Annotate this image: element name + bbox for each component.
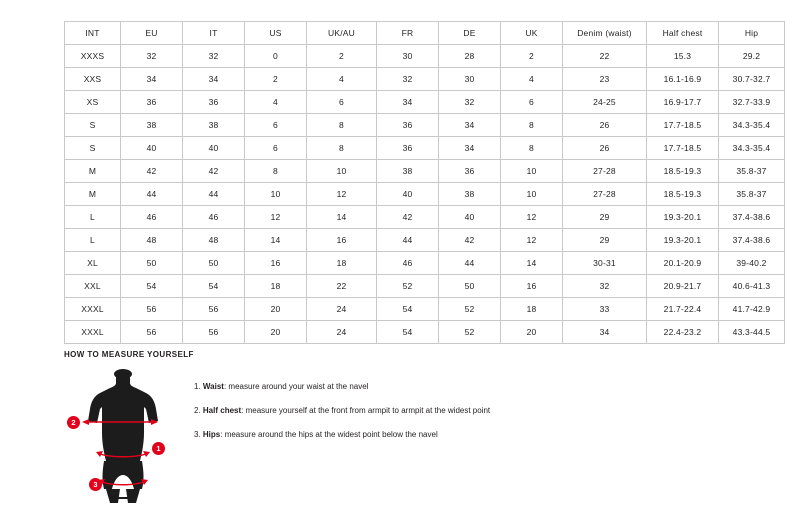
cell: 34 bbox=[563, 321, 647, 344]
cell: 0 bbox=[245, 45, 307, 68]
cell: 14 bbox=[245, 229, 307, 252]
cell: 34 bbox=[121, 68, 183, 91]
cell: 36 bbox=[377, 114, 439, 137]
cell: 4 bbox=[307, 68, 377, 91]
cell: 16 bbox=[307, 229, 377, 252]
cell: 34 bbox=[183, 68, 245, 91]
cell: 56 bbox=[121, 298, 183, 321]
cell: L bbox=[65, 206, 121, 229]
cell: 35.8-37 bbox=[719, 183, 785, 206]
cell: 35.8-37 bbox=[719, 160, 785, 183]
cell: 22 bbox=[307, 275, 377, 298]
cell: 38 bbox=[439, 183, 501, 206]
cell: M bbox=[65, 183, 121, 206]
cell: 2 bbox=[501, 45, 563, 68]
column-header: UK/AU bbox=[307, 22, 377, 45]
cell: 12 bbox=[245, 206, 307, 229]
cell: 26 bbox=[563, 114, 647, 137]
table-row bbox=[65, 68, 785, 91]
cell: 12 bbox=[501, 229, 563, 252]
table-row bbox=[65, 252, 785, 275]
cell: 36 bbox=[121, 91, 183, 114]
column-header: EU bbox=[121, 22, 183, 45]
badge-half-chest: 2 bbox=[67, 416, 80, 429]
note-term: Half chest bbox=[202, 406, 242, 415]
cell: 46 bbox=[377, 252, 439, 275]
cell: S bbox=[65, 114, 121, 137]
cell: 39-40.2 bbox=[719, 252, 785, 275]
cell: 48 bbox=[121, 229, 183, 252]
cell: 19.3-20.1 bbox=[647, 229, 719, 252]
cell: 44 bbox=[121, 183, 183, 206]
cell: 40 bbox=[121, 137, 183, 160]
cell: 52 bbox=[377, 275, 439, 298]
cell: 44 bbox=[377, 229, 439, 252]
column-header: FR bbox=[377, 22, 439, 45]
size-table-container bbox=[64, 21, 771, 344]
cell: 32 bbox=[121, 45, 183, 68]
cell: 48 bbox=[183, 229, 245, 252]
cell: 36 bbox=[377, 137, 439, 160]
cell: 18.5-19.3 bbox=[647, 183, 719, 206]
cell: 20 bbox=[245, 321, 307, 344]
cell: XXXS bbox=[65, 45, 121, 68]
cell: 6 bbox=[501, 91, 563, 114]
table-row bbox=[65, 206, 785, 229]
cell: XXXL bbox=[65, 298, 121, 321]
cell: 33 bbox=[563, 298, 647, 321]
cell: 23 bbox=[563, 68, 647, 91]
cell: 12 bbox=[307, 183, 377, 206]
cell: 37.4-38.6 bbox=[719, 206, 785, 229]
cell: 22.4-23.2 bbox=[647, 321, 719, 344]
cell: XXS bbox=[65, 68, 121, 91]
cell: 27-28 bbox=[563, 160, 647, 183]
cell: 17.7-18.5 bbox=[647, 114, 719, 137]
cell: 18 bbox=[307, 252, 377, 275]
cell: 20 bbox=[245, 298, 307, 321]
table-row bbox=[65, 298, 785, 321]
cell: 10 bbox=[307, 160, 377, 183]
mannequin-illustration bbox=[64, 369, 182, 504]
cell: 29 bbox=[563, 229, 647, 252]
cell: XL bbox=[65, 252, 121, 275]
note-text: : measure around your waist at the navel bbox=[223, 382, 369, 391]
cell: 27-28 bbox=[563, 183, 647, 206]
cell: 12 bbox=[501, 206, 563, 229]
badge-waist: 1 bbox=[152, 442, 165, 455]
size-table-body bbox=[65, 45, 785, 344]
cell: 18.5-19.3 bbox=[647, 160, 719, 183]
cell: 2 bbox=[245, 68, 307, 91]
cell: 26 bbox=[563, 137, 647, 160]
column-header: Hip bbox=[719, 22, 785, 45]
cell: 8 bbox=[307, 137, 377, 160]
cell: 2 bbox=[307, 45, 377, 68]
cell: 20 bbox=[501, 321, 563, 344]
cell: 8 bbox=[307, 114, 377, 137]
column-header: INT bbox=[65, 22, 121, 45]
cell: 16 bbox=[501, 275, 563, 298]
table-row bbox=[65, 275, 785, 298]
cell: 22 bbox=[563, 45, 647, 68]
cell: 52 bbox=[439, 321, 501, 344]
table-row bbox=[65, 137, 785, 160]
table-row bbox=[65, 114, 785, 137]
cell: XS bbox=[65, 91, 121, 114]
cell: 32 bbox=[563, 275, 647, 298]
cell: 21.7-22.4 bbox=[647, 298, 719, 321]
cell: 46 bbox=[183, 206, 245, 229]
measure-notes bbox=[182, 369, 490, 453]
cell: 32 bbox=[439, 91, 501, 114]
mannequin-figure bbox=[64, 369, 182, 504]
cell: 40 bbox=[183, 137, 245, 160]
cell: 8 bbox=[245, 160, 307, 183]
cell: 34.3-35.4 bbox=[719, 137, 785, 160]
table-row bbox=[65, 160, 785, 183]
note-index: 2. bbox=[194, 406, 201, 415]
cell: 54 bbox=[121, 275, 183, 298]
cell: 32 bbox=[183, 45, 245, 68]
cell: 34.3-35.4 bbox=[719, 114, 785, 137]
cell: 19.3-20.1 bbox=[647, 206, 719, 229]
cell: 14 bbox=[307, 206, 377, 229]
size-table-head bbox=[65, 22, 785, 45]
cell: 30 bbox=[377, 45, 439, 68]
cell: 14 bbox=[501, 252, 563, 275]
cell: 40.6-41.3 bbox=[719, 275, 785, 298]
cell: 20.9-21.7 bbox=[647, 275, 719, 298]
cell: 29 bbox=[563, 206, 647, 229]
note-index: 1. bbox=[194, 382, 201, 391]
cell: 42 bbox=[377, 206, 439, 229]
table-header-row bbox=[65, 22, 785, 45]
table-row bbox=[65, 321, 785, 344]
cell: 42 bbox=[183, 160, 245, 183]
cell: 4 bbox=[245, 91, 307, 114]
cell: 42 bbox=[121, 160, 183, 183]
cell: 28 bbox=[439, 45, 501, 68]
cell: 38 bbox=[121, 114, 183, 137]
column-header: US bbox=[245, 22, 307, 45]
cell: 54 bbox=[183, 275, 245, 298]
cell: 8 bbox=[501, 137, 563, 160]
cell: 10 bbox=[501, 183, 563, 206]
cell: 56 bbox=[183, 321, 245, 344]
cell: 52 bbox=[439, 298, 501, 321]
cell: 17.7-18.5 bbox=[647, 137, 719, 160]
note-term: Hips bbox=[202, 430, 221, 439]
cell: 44 bbox=[183, 183, 245, 206]
cell: 8 bbox=[501, 114, 563, 137]
cell: 54 bbox=[377, 321, 439, 344]
cell: 50 bbox=[121, 252, 183, 275]
cell: M bbox=[65, 160, 121, 183]
cell: 36 bbox=[183, 91, 245, 114]
cell: 36 bbox=[439, 160, 501, 183]
cell: 56 bbox=[183, 298, 245, 321]
note-text: : measure around the hips at the widest point below the navel bbox=[220, 430, 438, 439]
cell: 29.2 bbox=[719, 45, 785, 68]
cell: 24 bbox=[307, 321, 377, 344]
cell: 38 bbox=[377, 160, 439, 183]
cell: 37.4-38.6 bbox=[719, 229, 785, 252]
note-text: : measure yourself at the front from armpit to armpit at the widest point bbox=[241, 406, 491, 415]
cell: 18 bbox=[245, 275, 307, 298]
cell: 15.3 bbox=[647, 45, 719, 68]
table-row bbox=[65, 45, 785, 68]
cell: 50 bbox=[183, 252, 245, 275]
column-header: Half chest bbox=[647, 22, 719, 45]
cell: 32.7-33.9 bbox=[719, 91, 785, 114]
cell: 24-25 bbox=[563, 91, 647, 114]
badge-hips: 3 bbox=[89, 478, 102, 491]
measure-body bbox=[64, 369, 734, 504]
cell: 54 bbox=[377, 298, 439, 321]
cell: 32 bbox=[377, 68, 439, 91]
cell: 34 bbox=[439, 137, 501, 160]
cell: 30-31 bbox=[563, 252, 647, 275]
column-header: IT bbox=[183, 22, 245, 45]
cell: 30.7-32.7 bbox=[719, 68, 785, 91]
note-hips bbox=[194, 429, 490, 440]
cell: XXXL bbox=[65, 321, 121, 344]
note-waist bbox=[194, 381, 490, 392]
cell: 6 bbox=[245, 137, 307, 160]
cell: 40 bbox=[377, 183, 439, 206]
cell: S bbox=[65, 137, 121, 160]
cell: 50 bbox=[439, 275, 501, 298]
column-header: Denim (waist) bbox=[563, 22, 647, 45]
note-index: 3. bbox=[194, 430, 201, 439]
cell: 16 bbox=[245, 252, 307, 275]
cell: 24 bbox=[307, 298, 377, 321]
cell: 6 bbox=[245, 114, 307, 137]
cell: 41.7-42.9 bbox=[719, 298, 785, 321]
cell: L bbox=[65, 229, 121, 252]
cell: XXL bbox=[65, 275, 121, 298]
table-row bbox=[65, 183, 785, 206]
cell: 4 bbox=[501, 68, 563, 91]
cell: 34 bbox=[439, 114, 501, 137]
table-row bbox=[65, 229, 785, 252]
cell: 6 bbox=[307, 91, 377, 114]
cell: 40 bbox=[439, 206, 501, 229]
table-row bbox=[65, 91, 785, 114]
cell: 46 bbox=[121, 206, 183, 229]
note-term: Waist bbox=[202, 382, 224, 391]
cell: 16.9-17.7 bbox=[647, 91, 719, 114]
cell: 16.1-16.9 bbox=[647, 68, 719, 91]
cell: 34 bbox=[377, 91, 439, 114]
cell: 42 bbox=[439, 229, 501, 252]
cell: 38 bbox=[183, 114, 245, 137]
cell: 44 bbox=[439, 252, 501, 275]
cell: 20.1-20.9 bbox=[647, 252, 719, 275]
cell: 18 bbox=[501, 298, 563, 321]
cell: 10 bbox=[245, 183, 307, 206]
cell: 43.3-44.5 bbox=[719, 321, 785, 344]
note-half-chest bbox=[194, 405, 490, 416]
column-header: UK bbox=[501, 22, 563, 45]
section-title: HOW TO MEASURE YOURSELF bbox=[64, 350, 194, 359]
cell: 10 bbox=[501, 160, 563, 183]
column-header: DE bbox=[439, 22, 501, 45]
size-table bbox=[64, 21, 785, 344]
cell: 56 bbox=[121, 321, 183, 344]
how-to-measure-section bbox=[64, 350, 734, 504]
cell: 30 bbox=[439, 68, 501, 91]
